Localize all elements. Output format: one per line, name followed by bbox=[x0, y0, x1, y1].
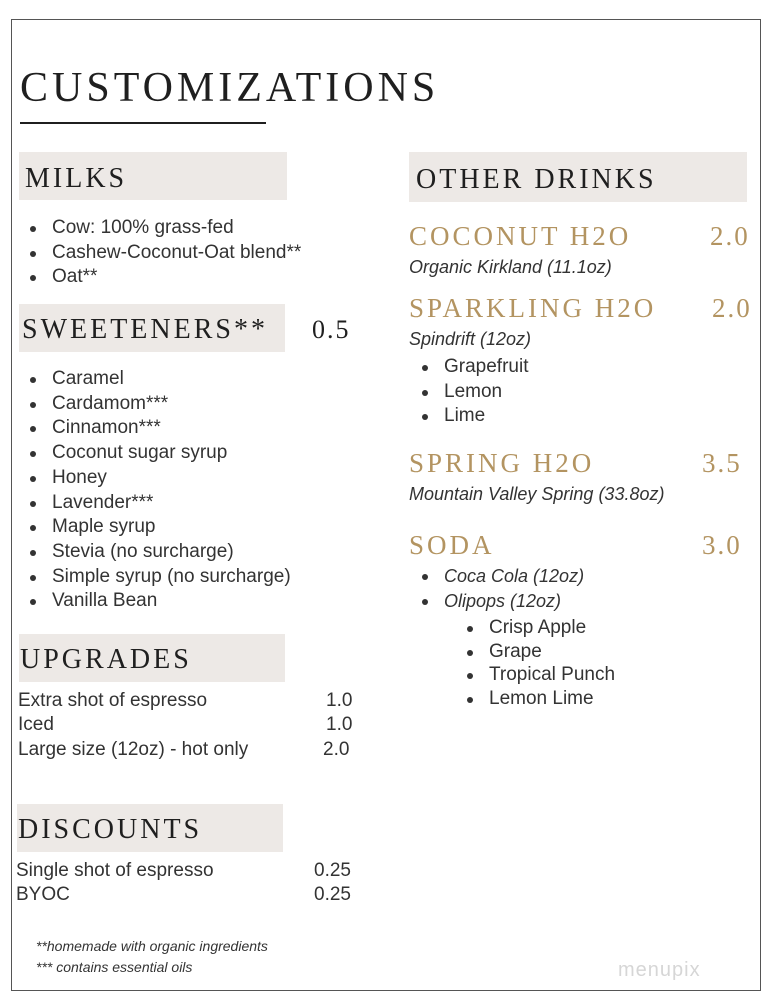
list-item: Tropical Punch bbox=[457, 663, 615, 687]
upgrade-row-price: 1.0 bbox=[326, 690, 353, 711]
list-item: Coca Cola (12oz) bbox=[412, 564, 584, 589]
list-item: Vanilla Bean bbox=[20, 589, 291, 614]
list-item: Lavender*** bbox=[20, 491, 291, 516]
upgrade-row-price: 2.0 bbox=[323, 739, 350, 760]
soda-name: SODA bbox=[409, 530, 495, 560]
upgrade-row-label: Extra shot of espresso bbox=[18, 690, 208, 711]
list-item: Lemon Lime bbox=[457, 687, 615, 711]
sweeteners-list bbox=[20, 367, 291, 614]
spring-h2o-price: 3.5 bbox=[702, 448, 742, 478]
title-underline bbox=[20, 122, 266, 124]
list-item: Cow: 100% grass-fed bbox=[20, 216, 301, 241]
coconut-h2o-price: 2.0 bbox=[710, 221, 750, 251]
page-title: CUSTOMIZATIONS bbox=[20, 65, 440, 111]
discount-row-label: Single shot of espresso bbox=[16, 860, 214, 881]
other-drinks-heading: OTHER DRINKS bbox=[416, 164, 657, 195]
upgrades-heading: UPGRADES bbox=[20, 644, 192, 675]
sweeteners-price: 0.5 bbox=[312, 315, 351, 344]
discount-row-label: BYOC bbox=[16, 884, 70, 905]
list-item: Lime bbox=[412, 404, 528, 429]
list-item: Oat** bbox=[20, 265, 301, 290]
footnote-homemade: **homemade with organic ingredients bbox=[36, 938, 268, 954]
upgrade-row-price: 1.0 bbox=[326, 714, 353, 735]
olipop-flavors-list bbox=[457, 616, 615, 711]
soda-brands-list bbox=[412, 564, 584, 613]
list-item: Caramel bbox=[20, 367, 291, 392]
list-item: Grape bbox=[457, 640, 615, 664]
milks-list bbox=[20, 216, 301, 290]
list-item: Maple syrup bbox=[20, 515, 291, 540]
discounts-heading: DISCOUNTS bbox=[18, 814, 203, 845]
list-item: Cardamom*** bbox=[20, 392, 291, 417]
soda-price: 3.0 bbox=[702, 530, 742, 560]
discount-row-price: 0.25 bbox=[314, 884, 351, 905]
discount-row-price: 0.25 bbox=[314, 860, 351, 881]
coconut-h2o-description: Organic Kirkland (11.1oz) bbox=[409, 257, 612, 277]
upgrade-row-label: Large size (12oz) - hot only bbox=[18, 739, 249, 760]
list-item: Crisp Apple bbox=[457, 616, 615, 640]
list-item: Olipops (12oz) bbox=[412, 589, 584, 614]
spring-h2o-name: SPRING H2O bbox=[409, 448, 595, 478]
coconut-h2o-name: COCONUT H2O bbox=[409, 221, 632, 251]
sparkling-h2o-price: 2.0 bbox=[712, 293, 752, 323]
list-item: Cinnamon*** bbox=[20, 416, 291, 441]
menupix-watermark: menupix bbox=[618, 959, 701, 981]
list-item: Stevia (no surcharge) bbox=[20, 540, 291, 565]
sparkling-h2o-description: Spindrift (12oz) bbox=[409, 329, 532, 349]
upgrade-row-label: Iced bbox=[18, 714, 54, 735]
list-item: Cashew-Coconut-Oat blend** bbox=[20, 241, 301, 266]
list-item: Coconut sugar syrup bbox=[20, 441, 291, 466]
spring-h2o-description: Mountain Valley Spring (33.8oz) bbox=[409, 484, 665, 504]
sparkling-flavors-list bbox=[412, 355, 528, 429]
list-item: Grapefruit bbox=[412, 355, 528, 380]
footnote-essential-oils: *** contains essential oils bbox=[36, 959, 193, 975]
list-item: Lemon bbox=[412, 380, 528, 405]
list-item: Simple syrup (no surcharge) bbox=[20, 565, 291, 590]
sparkling-h2o-name: SPARKLING H2O bbox=[409, 293, 657, 323]
list-item: Honey bbox=[20, 466, 291, 491]
milks-heading: MILKS bbox=[25, 163, 128, 194]
sweeteners-heading: SWEETENERS** bbox=[22, 314, 268, 345]
